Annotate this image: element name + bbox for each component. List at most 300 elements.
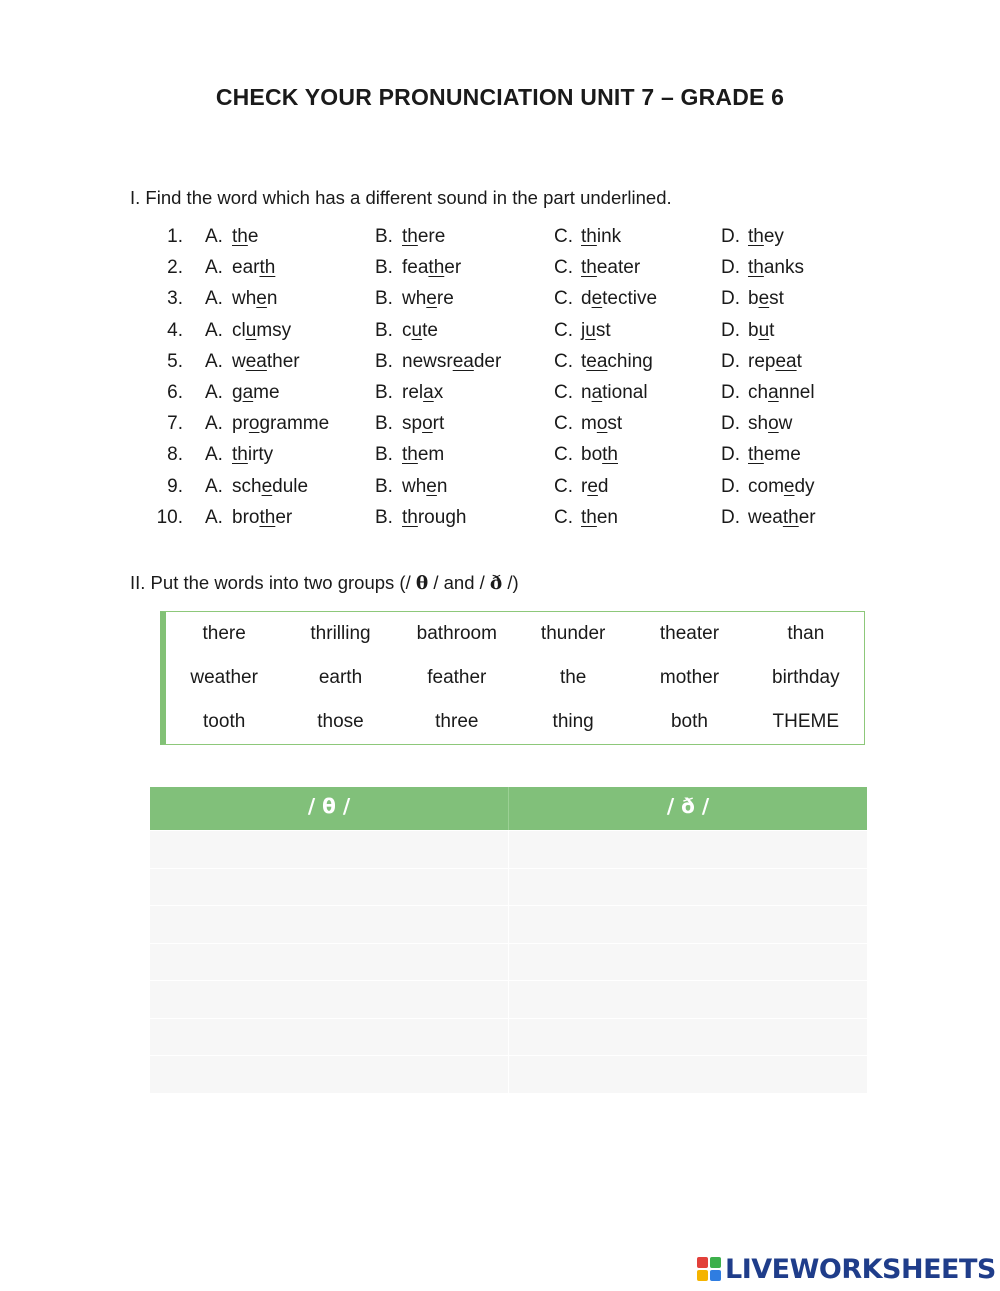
word-prefix: bo: [581, 444, 603, 466]
answer-option[interactable]: [205, 382, 280, 404]
word-suffix: te: [422, 319, 438, 341]
question-number: 3.: [167, 288, 183, 310]
option-letter: C.: [554, 257, 573, 279]
word-prefix: j: [581, 319, 586, 341]
word-prefix: d: [581, 288, 592, 310]
word-suffix: ey: [763, 226, 784, 247]
answer-option[interactable]: [375, 476, 447, 498]
question-row: [155, 285, 875, 316]
option-letter: D.: [721, 475, 740, 497]
word-suffix: msy: [256, 319, 292, 341]
answer-option[interactable]: [205, 320, 291, 342]
word-suffix: anks: [763, 257, 804, 279]
option-letter: C.: [554, 506, 573, 528]
answer-option[interactable]: [554, 257, 640, 279]
word-prefix: pr: [232, 413, 249, 435]
word-bank-word[interactable]: both: [670, 711, 708, 732]
underlined-part: e: [587, 475, 598, 497]
word-suffix: dy: [794, 475, 815, 497]
underlined-part: ea: [775, 350, 797, 372]
underlined-part: th: [402, 506, 418, 528]
option-letter: D.: [721, 506, 740, 528]
underlined-part: th: [259, 506, 276, 528]
underlined-part: a: [242, 381, 254, 403]
word-prefix: m: [581, 413, 597, 435]
answer-option[interactable]: [721, 507, 816, 529]
sorting-table-row: [150, 1018, 867, 1056]
theta-column-header: / θ /: [307, 794, 351, 818]
option-letter: A.: [205, 257, 223, 279]
word-suffix: er: [444, 257, 462, 279]
part1-instruction: I. Find the word which has a different sound in the part underlined.: [130, 187, 672, 208]
question-number: 4.: [167, 319, 183, 341]
word-suffix: d: [597, 475, 609, 497]
underlined-part: th: [402, 226, 418, 247]
option-letter: D.: [721, 288, 740, 310]
option-word: [581, 476, 608, 497]
answer-option[interactable]: [721, 444, 801, 466]
sorting-table-row: [150, 830, 867, 868]
option-letter: B.: [375, 288, 393, 310]
sorting-table-body: [150, 830, 867, 1093]
option-word: [748, 320, 774, 341]
word-bank-word[interactable]: birthday: [772, 667, 840, 688]
word-prefix: ch: [748, 381, 769, 403]
question-number: 9.: [167, 475, 183, 497]
underlined-part: th: [402, 444, 418, 466]
eth-symbol: ð: [489, 573, 503, 594]
answer-option[interactable]: [205, 507, 292, 529]
option-word: [748, 413, 792, 434]
underlined-part: u: [585, 319, 596, 341]
word-suffix: t: [769, 319, 775, 341]
option-letter: B.: [375, 319, 393, 341]
option-letter: A.: [205, 226, 223, 247]
answer-option[interactable]: [554, 351, 653, 373]
option-letter: C.: [554, 413, 573, 435]
answer-option[interactable]: [554, 444, 618, 466]
word-suffix: st: [595, 319, 611, 341]
word-bank-row: [166, 612, 864, 656]
eth-answer-slot[interactable]: [508, 944, 867, 981]
option-word: [402, 382, 443, 403]
answer-option[interactable]: [721, 382, 815, 404]
underlined-part: e: [426, 475, 437, 497]
question-list: [155, 223, 875, 535]
answer-option[interactable]: [554, 507, 618, 529]
answer-option[interactable]: [721, 257, 804, 279]
word-bank-word[interactable]: feather: [427, 667, 487, 688]
option-letter: A.: [205, 288, 223, 310]
underlined-part: th: [232, 444, 248, 466]
underlined-part: u: [245, 319, 257, 341]
question-number: 7.: [167, 413, 183, 435]
word-prefix: t: [581, 350, 587, 372]
question-number: 1.: [167, 226, 183, 247]
answer-option[interactable]: [375, 226, 445, 248]
word-prefix: b: [748, 288, 759, 310]
sorting-table: [150, 787, 867, 1093]
eth-answer-slot[interactable]: [508, 831, 867, 868]
eth-answer-slot[interactable]: [508, 1056, 867, 1093]
word-prefix: c: [402, 319, 412, 341]
word-bank-word[interactable]: THEME: [772, 711, 840, 732]
word-prefix: sp: [402, 413, 423, 435]
option-word: [232, 507, 292, 528]
underlined-part: th: [232, 226, 248, 247]
sorting-table-row: [150, 1055, 867, 1093]
word-prefix: com: [748, 475, 784, 497]
word-prefix: ear: [232, 257, 260, 279]
option-word: [581, 288, 657, 309]
word-suffix: eme: [763, 444, 801, 466]
answer-option[interactable]: [375, 288, 454, 310]
word-prefix: cl: [232, 319, 246, 341]
theta-answer-slot[interactable]: [150, 981, 508, 1018]
answer-option[interactable]: [554, 226, 621, 248]
word-suffix: tional: [602, 381, 648, 403]
question-row: [155, 504, 875, 535]
logo-block: [697, 1270, 708, 1281]
answer-option[interactable]: [721, 320, 774, 342]
option-word: [232, 413, 329, 434]
word-suffix: er: [798, 506, 816, 528]
part2-instruction: [130, 572, 519, 594]
logo-text: LIVEWORKSHEETS: [725, 1253, 996, 1285]
answer-option[interactable]: [554, 413, 622, 435]
underlined-part: th: [602, 444, 618, 466]
word-suffix: ere: [417, 226, 446, 247]
word-bank-word[interactable]: there: [202, 623, 246, 644]
option-word: [748, 288, 784, 309]
question-number: 8.: [167, 444, 183, 466]
word-suffix: x: [433, 381, 444, 403]
underlined-part: a: [768, 381, 779, 403]
underlined-part: th: [748, 444, 764, 466]
answer-option[interactable]: [205, 444, 273, 466]
word-suffix: em: [417, 444, 445, 466]
word-suffix: dule: [272, 475, 309, 497]
question-row: [155, 254, 875, 285]
option-letter: A.: [205, 319, 223, 341]
answer-option[interactable]: [205, 351, 300, 373]
word-prefix: wh: [402, 475, 427, 497]
option-letter: B.: [375, 381, 393, 403]
logo-blocks-icon: [697, 1257, 721, 1281]
option-letter: C.: [554, 350, 573, 372]
word-suffix: ther: [266, 350, 300, 372]
option-letter: C.: [554, 226, 573, 247]
option-word: [748, 382, 815, 403]
word-suffix: me: [253, 381, 280, 403]
logo-block: [697, 1257, 708, 1268]
word-suffix: eater: [596, 257, 641, 279]
word-suffix: t: [796, 350, 802, 372]
word-suffix: n: [436, 475, 448, 497]
option-letter: B.: [375, 226, 393, 247]
answer-option[interactable]: [205, 257, 275, 279]
word-bank-word[interactable]: earth: [318, 667, 363, 688]
option-word: [402, 351, 501, 372]
answer-option[interactable]: [721, 476, 815, 498]
underlined-part: ea: [586, 350, 608, 372]
underlined-part: o: [596, 413, 608, 435]
option-word: [232, 226, 258, 247]
underlined-part: e: [426, 288, 437, 310]
underlined-part: th: [581, 257, 597, 279]
underlined-part: th: [259, 257, 276, 279]
option-letter: D.: [721, 319, 740, 341]
answer-option[interactable]: [375, 444, 444, 466]
option-word: [581, 413, 622, 434]
underlined-part: ea: [245, 350, 267, 372]
option-letter: B.: [375, 475, 393, 497]
question-row: [155, 441, 875, 472]
option-letter: A.: [205, 475, 223, 497]
option-word: [402, 476, 447, 497]
underlined-part: e: [758, 288, 770, 310]
option-letter: D.: [721, 413, 740, 435]
answer-option[interactable]: [554, 320, 611, 342]
sorting-table-header: [150, 787, 867, 830]
word-bank-word[interactable]: the: [559, 667, 587, 688]
option-letter: C.: [554, 288, 573, 310]
logo-block: [710, 1270, 721, 1281]
word-bank-row: [166, 656, 864, 700]
word-bank-word[interactable]: than: [787, 623, 825, 644]
word-prefix: rel: [402, 381, 424, 403]
theta-answer-slot[interactable]: [150, 869, 508, 906]
answer-option[interactable]: [721, 226, 784, 248]
word-bank-word[interactable]: weather: [190, 667, 258, 688]
option-word: [402, 288, 454, 309]
word-prefix: bro: [232, 506, 260, 528]
word-bank: [160, 611, 865, 745]
word-bank-word[interactable]: theater: [659, 623, 720, 644]
question-number: 5.: [167, 350, 183, 372]
answer-option[interactable]: [721, 288, 784, 310]
answer-option[interactable]: [375, 413, 444, 435]
answer-option[interactable]: [375, 351, 501, 373]
option-word: [581, 320, 611, 341]
option-word: [748, 226, 784, 247]
underlined-part: a: [591, 381, 603, 403]
option-word: [232, 382, 280, 403]
option-letter: A.: [205, 350, 223, 372]
answer-option[interactable]: [205, 226, 258, 248]
option-word: [232, 257, 275, 278]
theta-answer-slot[interactable]: [150, 906, 508, 943]
option-word: [581, 382, 648, 403]
word-suffix: der: [473, 350, 502, 372]
underlined-part: ea: [452, 350, 474, 372]
word-prefix: r: [581, 475, 588, 497]
word-bank-word[interactable]: thing: [552, 711, 594, 732]
theta-answer-slot[interactable]: [150, 944, 508, 981]
word-prefix: g: [232, 381, 243, 403]
word-prefix: sh: [748, 413, 769, 435]
eth-answer-slot[interactable]: [508, 906, 867, 943]
underlined-part: u: [411, 319, 423, 341]
word-suffix: e: [247, 226, 259, 247]
word-prefix: fea: [402, 257, 429, 279]
option-word: [402, 507, 466, 528]
answer-option[interactable]: [375, 257, 461, 279]
option-word: [232, 476, 308, 497]
instruction-text-pre: II. Put the words into two groups (/: [130, 572, 416, 593]
question-row: [155, 348, 875, 379]
option-letter: A.: [205, 413, 223, 435]
answer-option[interactable]: [375, 320, 438, 342]
option-letter: B.: [375, 350, 393, 372]
answer-option[interactable]: [721, 413, 792, 435]
answer-option[interactable]: [721, 351, 802, 373]
question-number: 6.: [167, 381, 183, 403]
eth-answer-slot[interactable]: [508, 869, 867, 906]
word-bank-row: [166, 700, 864, 744]
underlined-part: e: [591, 288, 603, 310]
question-row: [155, 410, 875, 441]
word-suffix: gramme: [259, 413, 330, 435]
underlined-part: th: [748, 226, 764, 247]
word-suffix: ching: [607, 350, 653, 372]
option-word: [748, 507, 816, 528]
word-bank-word[interactable]: those: [317, 711, 364, 732]
word-bank-word[interactable]: thunder: [540, 623, 606, 644]
sorting-table-row: [150, 905, 867, 943]
option-letter: A.: [205, 506, 223, 528]
underlined-part: th: [581, 506, 597, 528]
option-word: [748, 476, 815, 497]
word-prefix: sch: [232, 475, 262, 497]
option-letter: C.: [554, 475, 573, 497]
option-letter: D.: [721, 381, 740, 403]
word-suffix: ink: [596, 226, 622, 247]
answer-option[interactable]: [205, 413, 329, 435]
underlined-part: o: [768, 413, 779, 435]
word-prefix: rep: [748, 350, 776, 372]
theta-answer-slot[interactable]: [150, 831, 508, 868]
option-letter: C.: [554, 444, 573, 466]
underlined-part: e: [783, 475, 795, 497]
option-word: [748, 351, 802, 372]
question-row: [155, 473, 875, 504]
question-row: [155, 379, 875, 410]
answer-option[interactable]: [375, 382, 443, 404]
word-prefix: n: [581, 381, 592, 403]
option-word: [581, 444, 618, 465]
theta-answer-slot[interactable]: [150, 1056, 508, 1093]
underlined-part: e: [256, 288, 267, 310]
word-suffix: st: [769, 288, 784, 310]
option-letter: D.: [721, 444, 740, 466]
option-word: [402, 320, 438, 341]
option-letter: C.: [554, 319, 573, 341]
answer-option[interactable]: [205, 476, 308, 498]
eth-column-header: / ð /: [508, 787, 867, 830]
question-row: [155, 223, 875, 254]
word-prefix: w: [232, 350, 246, 372]
option-word: [402, 444, 444, 465]
eth-answer-slot[interactable]: [508, 1019, 867, 1056]
option-word: [232, 351, 300, 372]
word-suffix: st: [607, 413, 623, 435]
answer-option[interactable]: [554, 288, 657, 310]
word-bank-word[interactable]: three: [435, 711, 479, 732]
answer-option[interactable]: [375, 507, 466, 529]
option-letter: B.: [375, 444, 393, 466]
answer-option[interactable]: [205, 288, 277, 310]
sorting-table-row: [150, 943, 867, 981]
logo-block: [710, 1257, 721, 1268]
word-bank-word[interactable]: tooth: [203, 711, 246, 732]
question-number: 10.: [156, 506, 183, 528]
underlined-part: th: [428, 257, 445, 279]
option-letter: D.: [721, 350, 740, 372]
underlined-part: th: [782, 506, 799, 528]
word-suffix: n: [266, 288, 278, 310]
word-suffix: tective: [602, 288, 658, 310]
option-letter: B.: [375, 506, 393, 528]
option-letter: B.: [375, 413, 393, 435]
option-word: [581, 507, 618, 528]
word-suffix: en: [596, 506, 618, 528]
word-suffix: nnel: [778, 381, 815, 403]
underlined-part: e: [261, 475, 273, 497]
liveworksheets-logo: [697, 1252, 996, 1286]
underlined-part: a: [423, 381, 434, 403]
underlined-part: o: [422, 413, 433, 435]
question-row: [155, 317, 875, 348]
theta-answer-slot[interactable]: [150, 1019, 508, 1056]
option-letter: A.: [205, 444, 223, 466]
underlined-part: o: [248, 413, 260, 435]
option-letter: B.: [375, 257, 393, 279]
underlined-part: u: [758, 319, 770, 341]
option-letter: D.: [721, 257, 740, 279]
word-prefix: wea: [748, 506, 783, 528]
underlined-part: th: [748, 257, 764, 279]
option-word: [402, 413, 444, 434]
option-word: [232, 320, 291, 341]
instruction-text-post: /): [502, 572, 519, 593]
word-prefix: b: [748, 319, 759, 341]
option-word: [748, 444, 801, 465]
word-bank-word[interactable]: thrilling: [310, 623, 371, 644]
option-word: [402, 257, 461, 278]
sorting-table-row: [150, 980, 867, 1018]
word-bank-word[interactable]: bathroom: [416, 623, 497, 644]
option-word: [581, 351, 653, 372]
option-letter: C.: [554, 381, 573, 403]
option-letter: A.: [205, 381, 223, 403]
answer-option[interactable]: [554, 382, 648, 404]
underlined-part: th: [581, 226, 597, 247]
word-suffix: er: [275, 506, 293, 528]
word-suffix: rough: [417, 506, 467, 528]
option-letter: D.: [721, 226, 740, 247]
option-word: [748, 257, 804, 278]
theta-symbol: θ: [415, 573, 429, 594]
worksheet-title: CHECK YOUR PRONUNCIATION UNIT 7 – GRADE 6: [215, 84, 785, 110]
sorting-table-row: [150, 868, 867, 906]
word-prefix: wh: [402, 288, 427, 310]
option-word: [402, 226, 445, 247]
answer-option[interactable]: [554, 476, 608, 498]
eth-answer-slot[interactable]: [508, 981, 867, 1018]
word-bank-word[interactable]: mother: [659, 667, 720, 688]
option-word: [581, 226, 621, 247]
